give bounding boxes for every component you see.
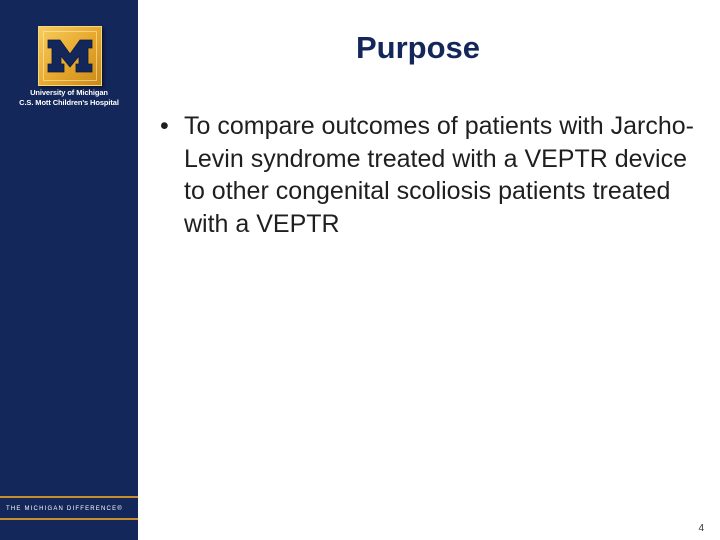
bullet-item xyxy=(160,110,700,240)
block-m-icon xyxy=(39,27,101,85)
institution-line-1: University of Michigan xyxy=(30,88,108,97)
sidebar-panel xyxy=(0,0,138,540)
bullet-text: To compare outcomes of patients with Jarcho-Levin syndrome treated with a VEPTR device to other congenital scoliosis patients treated with a VEPTR xyxy=(184,112,694,238)
institution-name xyxy=(0,88,138,107)
bullet-list xyxy=(160,110,700,240)
slide-title: Purpose xyxy=(355,30,481,65)
bullet-marker: • xyxy=(160,112,169,140)
tagline: THE MICHIGAN DIFFERENCE® xyxy=(6,506,123,512)
university-logo xyxy=(38,26,102,86)
institution-line-2: C.S. Mott Children's Hospital xyxy=(19,97,119,107)
page-number: 4 xyxy=(698,523,704,534)
